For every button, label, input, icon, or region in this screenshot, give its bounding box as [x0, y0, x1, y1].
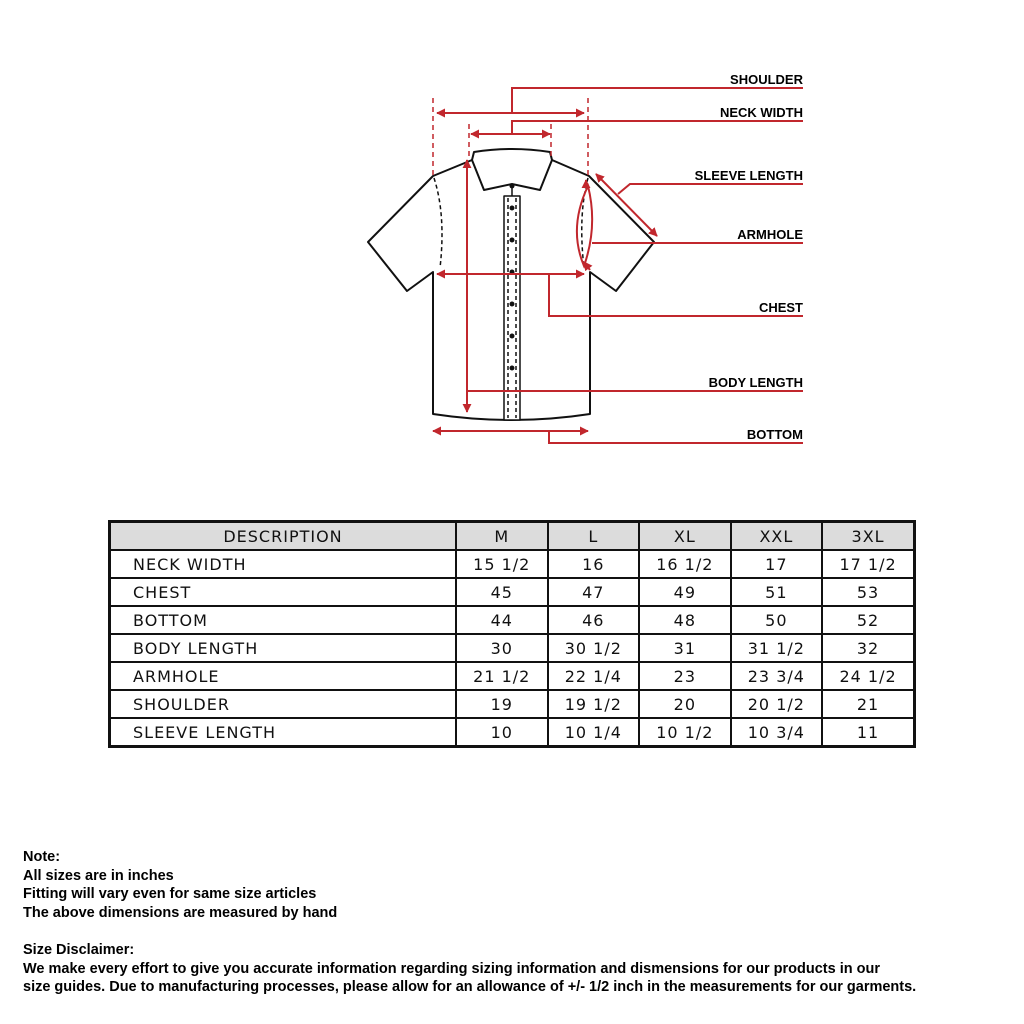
row-label: ARMHOLE — [110, 662, 457, 690]
cell-value: 48 — [639, 606, 731, 634]
header-size-3xl: 3XL — [822, 522, 914, 551]
row-label: SHOULDER — [110, 690, 457, 718]
cell-value: 30 — [456, 634, 548, 662]
cell-value: 22 1/4 — [548, 662, 640, 690]
cell-value: 21 — [822, 690, 914, 718]
cell-value: 51 — [731, 578, 823, 606]
cell-value: 17 1/2 — [822, 550, 914, 578]
cell-value: 15 1/2 — [456, 550, 548, 578]
disclaimer-line: We make every effort to give you accurate information regarding sizing information and dismensions for our products in our — [23, 960, 880, 977]
cell-value: 16 1/2 — [639, 550, 731, 578]
shirt-measurement-diagram — [0, 0, 1024, 500]
row-label: BODY LENGTH — [110, 634, 457, 662]
table-row — [110, 690, 915, 718]
table-row — [110, 662, 915, 690]
cell-value: 52 — [822, 606, 914, 634]
row-label: NECK WIDTH — [110, 550, 457, 578]
label-body-length: BODY LENGTH — [708, 375, 803, 390]
sleeve-length-leader — [618, 184, 803, 194]
cell-value: 10 1/2 — [639, 718, 731, 747]
cell-value: 49 — [639, 578, 731, 606]
measurement-labels — [695, 72, 804, 442]
cell-value: 45 — [456, 578, 548, 606]
cell-value: 20 1/2 — [731, 690, 823, 718]
cell-value: 19 — [456, 690, 548, 718]
note-line: All sizes are in inches — [23, 867, 174, 884]
disclaimer-heading: Size Disclaimer: — [23, 941, 135, 958]
notes-section — [23, 848, 916, 997]
button-placket — [504, 196, 520, 420]
table-row — [110, 718, 915, 747]
header-size-xxl: XXL — [731, 522, 823, 551]
cell-value: 19 1/2 — [548, 690, 640, 718]
row-label: SLEEVE LENGTH — [110, 718, 457, 747]
label-chest: CHEST — [758, 300, 803, 315]
table-row — [110, 578, 915, 606]
cell-value: 16 — [548, 550, 640, 578]
cell-value: 10 — [456, 718, 548, 747]
label-shoulder: SHOULDER — [730, 72, 803, 87]
notes-heading: Note: — [23, 849, 61, 865]
cell-value: 24 1/2 — [822, 662, 914, 690]
note-line: Fitting will vary even for same size articles — [23, 886, 317, 903]
cell-value: 10 3/4 — [731, 718, 823, 747]
label-bottom: BOTTOM — [746, 427, 803, 442]
cell-value: 47 — [548, 578, 640, 606]
cell-value: 10 1/4 — [548, 718, 640, 747]
neck-width-leader — [512, 121, 803, 134]
cell-value: 44 — [456, 606, 548, 634]
row-label: CHEST — [110, 578, 457, 606]
cell-value: 31 1/2 — [731, 634, 823, 662]
cell-value: 31 — [639, 634, 731, 662]
header-size-l: L — [548, 522, 640, 551]
cell-value: 23 — [639, 662, 731, 690]
cell-value: 50 — [731, 606, 823, 634]
cell-value: 20 — [639, 690, 731, 718]
label-sleeve-length: SLEEVE LENGTH — [694, 168, 803, 183]
table-row — [110, 634, 915, 662]
note-line: The above dimensions are measured by hand — [23, 904, 338, 921]
cell-value: 32 — [822, 634, 914, 662]
cell-value: 21 1/2 — [456, 662, 548, 690]
header-size-m: M — [456, 522, 548, 551]
table-row — [110, 550, 915, 578]
cell-value: 11 — [822, 718, 914, 747]
cell-value: 30 1/2 — [548, 634, 640, 662]
disclaimer-line: size guides. Due to manufacturing processes, please allow for an allowance of +/- 1/2 inch in the measurements for our garments. — [23, 979, 917, 996]
label-armhole: ARMHOLE — [737, 227, 803, 242]
table-row — [110, 606, 915, 634]
cell-value: 46 — [548, 606, 640, 634]
cell-value: 23 3/4 — [731, 662, 823, 690]
label-neck-width: NECK WIDTH — [719, 105, 803, 120]
cell-value: 17 — [731, 550, 823, 578]
size-chart-table — [108, 520, 916, 748]
header-description: DESCRIPTION — [110, 522, 457, 551]
table-header-row — [110, 522, 915, 551]
row-label: BOTTOM — [110, 606, 457, 634]
cell-value: 53 — [822, 578, 914, 606]
header-size-xl: XL — [639, 522, 731, 551]
